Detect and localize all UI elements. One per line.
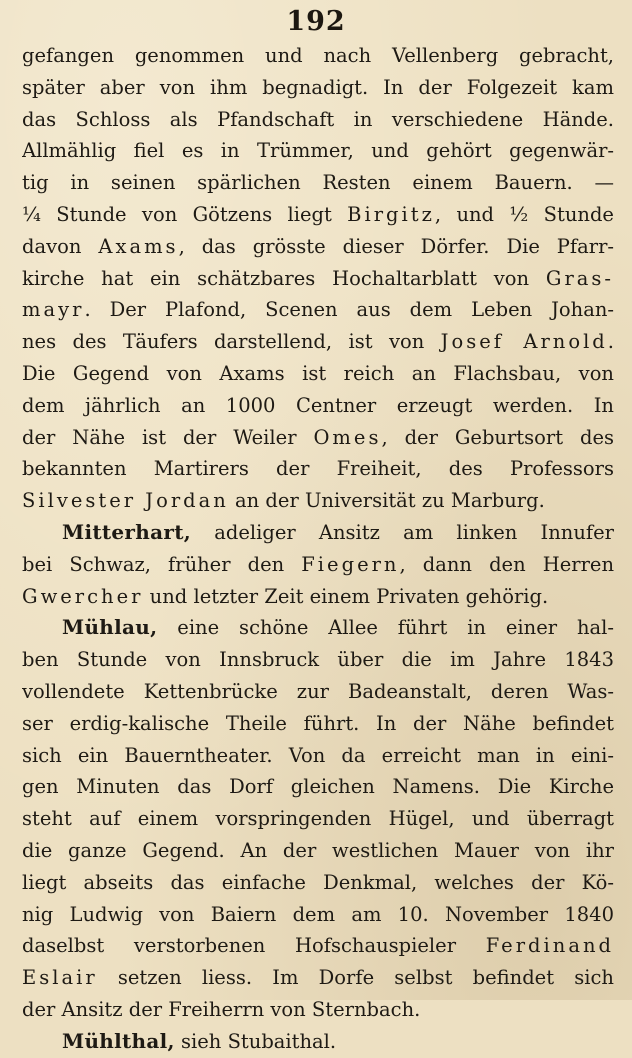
text-line [22, 962, 614, 994]
text-segment: tig in seinen spärlichen Resten einem Bauern. — [22, 171, 614, 195]
text-line [22, 803, 614, 835]
text-segment: eine schöne Allee führt in einer hal- [157, 616, 614, 640]
spaced-name: Silvester Jordan [22, 489, 229, 513]
text-segment: an der Universität zu Marburg. [228, 489, 545, 513]
text-segment: , das grösste dieser Dörfer. Die Pfarr- [178, 234, 614, 258]
spaced-name: Fiegern [301, 552, 400, 576]
text-segment: gefangen genommen und nach Vellenberg gebracht, [22, 44, 614, 67]
text-line [22, 326, 614, 358]
text-line [22, 899, 614, 931]
spaced-name: Josef Arnold [440, 330, 608, 354]
text-line [22, 294, 614, 326]
text-line [22, 612, 614, 644]
text-line [22, 581, 614, 613]
text-line [22, 263, 614, 295]
text-segment: nes des Täufers darstellend, ist von [22, 330, 441, 354]
text-line [22, 867, 614, 899]
text-line [22, 167, 614, 199]
text-segment: später aber von ihm begnadigt. In der Folgezeit kam [22, 75, 614, 99]
text-segment: der Ansitz der Freiherrn von Sternbach. [22, 997, 421, 1021]
text-segment: , dann den Herren [399, 552, 614, 576]
text-line [22, 358, 614, 390]
spaced-name: Birgitz [347, 202, 435, 226]
text-segment: . [607, 330, 614, 354]
text-segment: bei Schwaz, früher den [22, 552, 302, 576]
text-line [22, 199, 614, 231]
text-line [22, 104, 614, 136]
spaced-name: Gras- [545, 266, 614, 290]
text-line [22, 740, 614, 772]
text-segment: gen Minuten das Dorf gleichen Namens. Die Kirche [22, 775, 614, 799]
text-line [22, 994, 614, 1026]
text-line [22, 485, 614, 517]
text-line [22, 708, 614, 740]
text-line [22, 231, 614, 263]
spaced-name: Ferdinand [485, 934, 614, 958]
text-line [22, 135, 614, 167]
text-line [22, 835, 614, 867]
text-line [22, 930, 614, 962]
text-segment: nig Ludwig von Baiern dem am 10. November 1840 [22, 902, 614, 926]
text-line [22, 422, 614, 454]
text-segment: kirche hat ein schätzbares Hochaltarblatt von [22, 266, 546, 290]
spaced-name: mayr [22, 298, 85, 322]
text-line [22, 453, 614, 485]
page-text-body [22, 40, 614, 1058]
text-segment: ben Stunde von Innsbruck über die im Jahre 1843 [22, 648, 614, 672]
text-segment: davon [22, 234, 99, 258]
spaced-name: Axams [98, 234, 179, 258]
text-segment: ¼ Stunde von Götzens liegt [22, 202, 348, 226]
text-segment: adeliger Ansitz am linken Innufer [191, 520, 614, 544]
text-line [22, 676, 614, 708]
entry-heading: Mühlthal, [62, 1028, 175, 1053]
text-segment: liegt abseits das einfache Denkmal, welches der Kö- [22, 870, 614, 894]
entry-heading: Mitterhart, [62, 519, 192, 544]
text-segment: steht auf einem vorspringenden Hügel, und überragt [22, 807, 614, 831]
text-line [22, 72, 614, 104]
text-line [22, 517, 614, 549]
text-line [22, 390, 614, 422]
text-segment: daselbst verstorbenen Hofschauspieler [22, 934, 486, 958]
text-segment: setzen liess. Im Dorfe selbst befindet sich [97, 966, 614, 990]
text-segment: vollendete Kettenbrücke zur Badeanstalt, deren Was- [22, 679, 614, 703]
text-segment: , und ½ Stunde [434, 202, 614, 226]
text-line [22, 549, 614, 581]
text-line [22, 644, 614, 676]
text-segment: , der Geburtsort des [381, 425, 614, 449]
page-number: 192 [286, 6, 346, 37]
spaced-name: Gwercher [22, 584, 144, 608]
text-segment: das Schloss als Pfandschaft in verschiedene Hände. [22, 107, 614, 131]
text-line [22, 1026, 614, 1058]
text-segment: Allmählig fiel es in Trümmer, und gehört gegenwär- [22, 139, 614, 163]
entry-heading: Mühlau, [62, 615, 158, 640]
text-segment: der Nähe ist der Weiler [22, 425, 314, 449]
text-line [22, 40, 614, 72]
text-segment: . Der Plafond, Scenen aus dem Leben Johan- [84, 298, 614, 322]
text-segment: die ganze Gegend. An der westlichen Mauer von ihr [22, 838, 614, 862]
text-line [22, 771, 614, 803]
spaced-name: Eslair [22, 966, 98, 990]
text-segment: ser erdig-kalische Theile führt. In der Nähe befindet [22, 711, 614, 735]
spaced-name: Omes [313, 425, 382, 449]
text-segment: dem jährlich an 1000 Centner erzeugt werden. In [22, 393, 614, 417]
text-segment: Die Gegend von Axams ist reich an Flachsbau, von [22, 361, 614, 385]
text-segment: bekannten Martirers der Freiheit, des Professors [22, 457, 614, 481]
text-segment: sich ein Bauerntheater. Von da erreicht man in eini- [22, 743, 614, 767]
text-segment: und letzter Zeit einem Privaten gehörig. [143, 584, 549, 608]
text-segment: sieh Stubaithal. [174, 1029, 337, 1053]
